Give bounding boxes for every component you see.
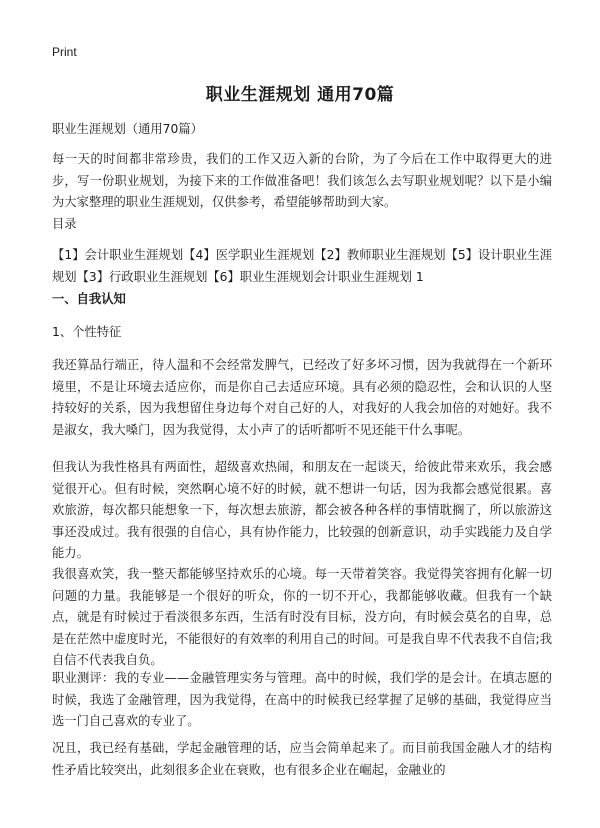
body-paragraph-3: 我很喜欢笑，我一整天都能够坚持欢乐的心境。每一天带着笑容。我觉得笑容拥有化解一切问题的力量。我能够是一个很好的听众，你的一切不开心，我都能够收藏。但我有一个缺点，就是有时候过于看淡很多东西，生活有时没有目标，没方向，有时候会莫名的自卑，总是在茫然中虚度时光，不能很好的有效率的利用自己的时间。可是我自卑不代表我不自信;我自信不代表我自负。 xyxy=(52,567,552,667)
document-subtitle: 职业生涯规划（通用70篇） xyxy=(52,122,203,136)
subsection-heading: 1、个性特征 xyxy=(52,325,122,339)
intro-paragraph: 每一天的时间都非常珍贵，我们的工作又迈入新的台阶，为了今后在工作中取得更大的进步，写一份职业规划，为接下来的工作做准备吧！我们该怎么去写职业规划呢？以下是小编为大家整理的职业生涯规划，仅供参考，希望能够帮助到大家。 xyxy=(52,152,552,209)
body-paragraph-2: 但我认为我性格具有两面性，超级喜欢热闹，和朋友在一起谈天，给彼此带来欢乐，我会感觉很开心。但有时候，突然啊心境不好的时候，就不想讲一句话，因为我都会感觉很累。喜欢旅游，每次都只能想象一下，每次想去旅游，都会被各种各样的事情耽搁了，所以旅游这事还没成过。我有很强的自信心，具有协作能力，比较强的创新意识，动手实践能力及自学能力。 xyxy=(52,460,552,560)
document-title: 职业生涯规划 通用70篇 xyxy=(205,85,395,105)
body-paragraph-1: 我还算品行端正，待人温和不会经常发脾气，已经改了好多坏习惯，因为我就得在一个新环境里，不是让环境去适应你，而是你自己去适应环境。具有必须的隐忍性，会和认识的人坚持较好的关系，因为我想留住身边每个对自己好的人，对我好的人我会加倍的对她好。我不是淑女，我大嗓门，因为我觉得，太小声了的话听都听不见还能干什么事呢。 xyxy=(52,358,552,437)
section-heading: 一、自我认知 xyxy=(52,292,126,306)
print-label[interactable]: Print xyxy=(52,45,77,59)
toc-label: 目录 xyxy=(52,217,77,231)
body-paragraph-4: 职业测评：我的专业——金融管理实务与管理。高中的时候，我们学的是会计。在填志愿的时候，我选了金融管理，因为我觉得，在高中的时候我已经掌握了足够的基础，我觉得应当选一门自己喜欢的专业了。 xyxy=(52,671,552,728)
body-paragraph-5: 况且，我已经有基础，学起金融管理的话，应当会简单起来了。而目前我国金融人才的结构性矛盾比较突出，此刻很多企业在衰败，也有很多企业在崛起，金融业的 xyxy=(52,741,552,777)
toc-text: 【1】会计职业生涯规划【4】医学职业生涯规划【2】教师职业生涯规划【5】设计职业生涯规划【3】行政职业生涯规划【6】职业生涯规划会计职业生涯规划 1 xyxy=(52,248,552,284)
